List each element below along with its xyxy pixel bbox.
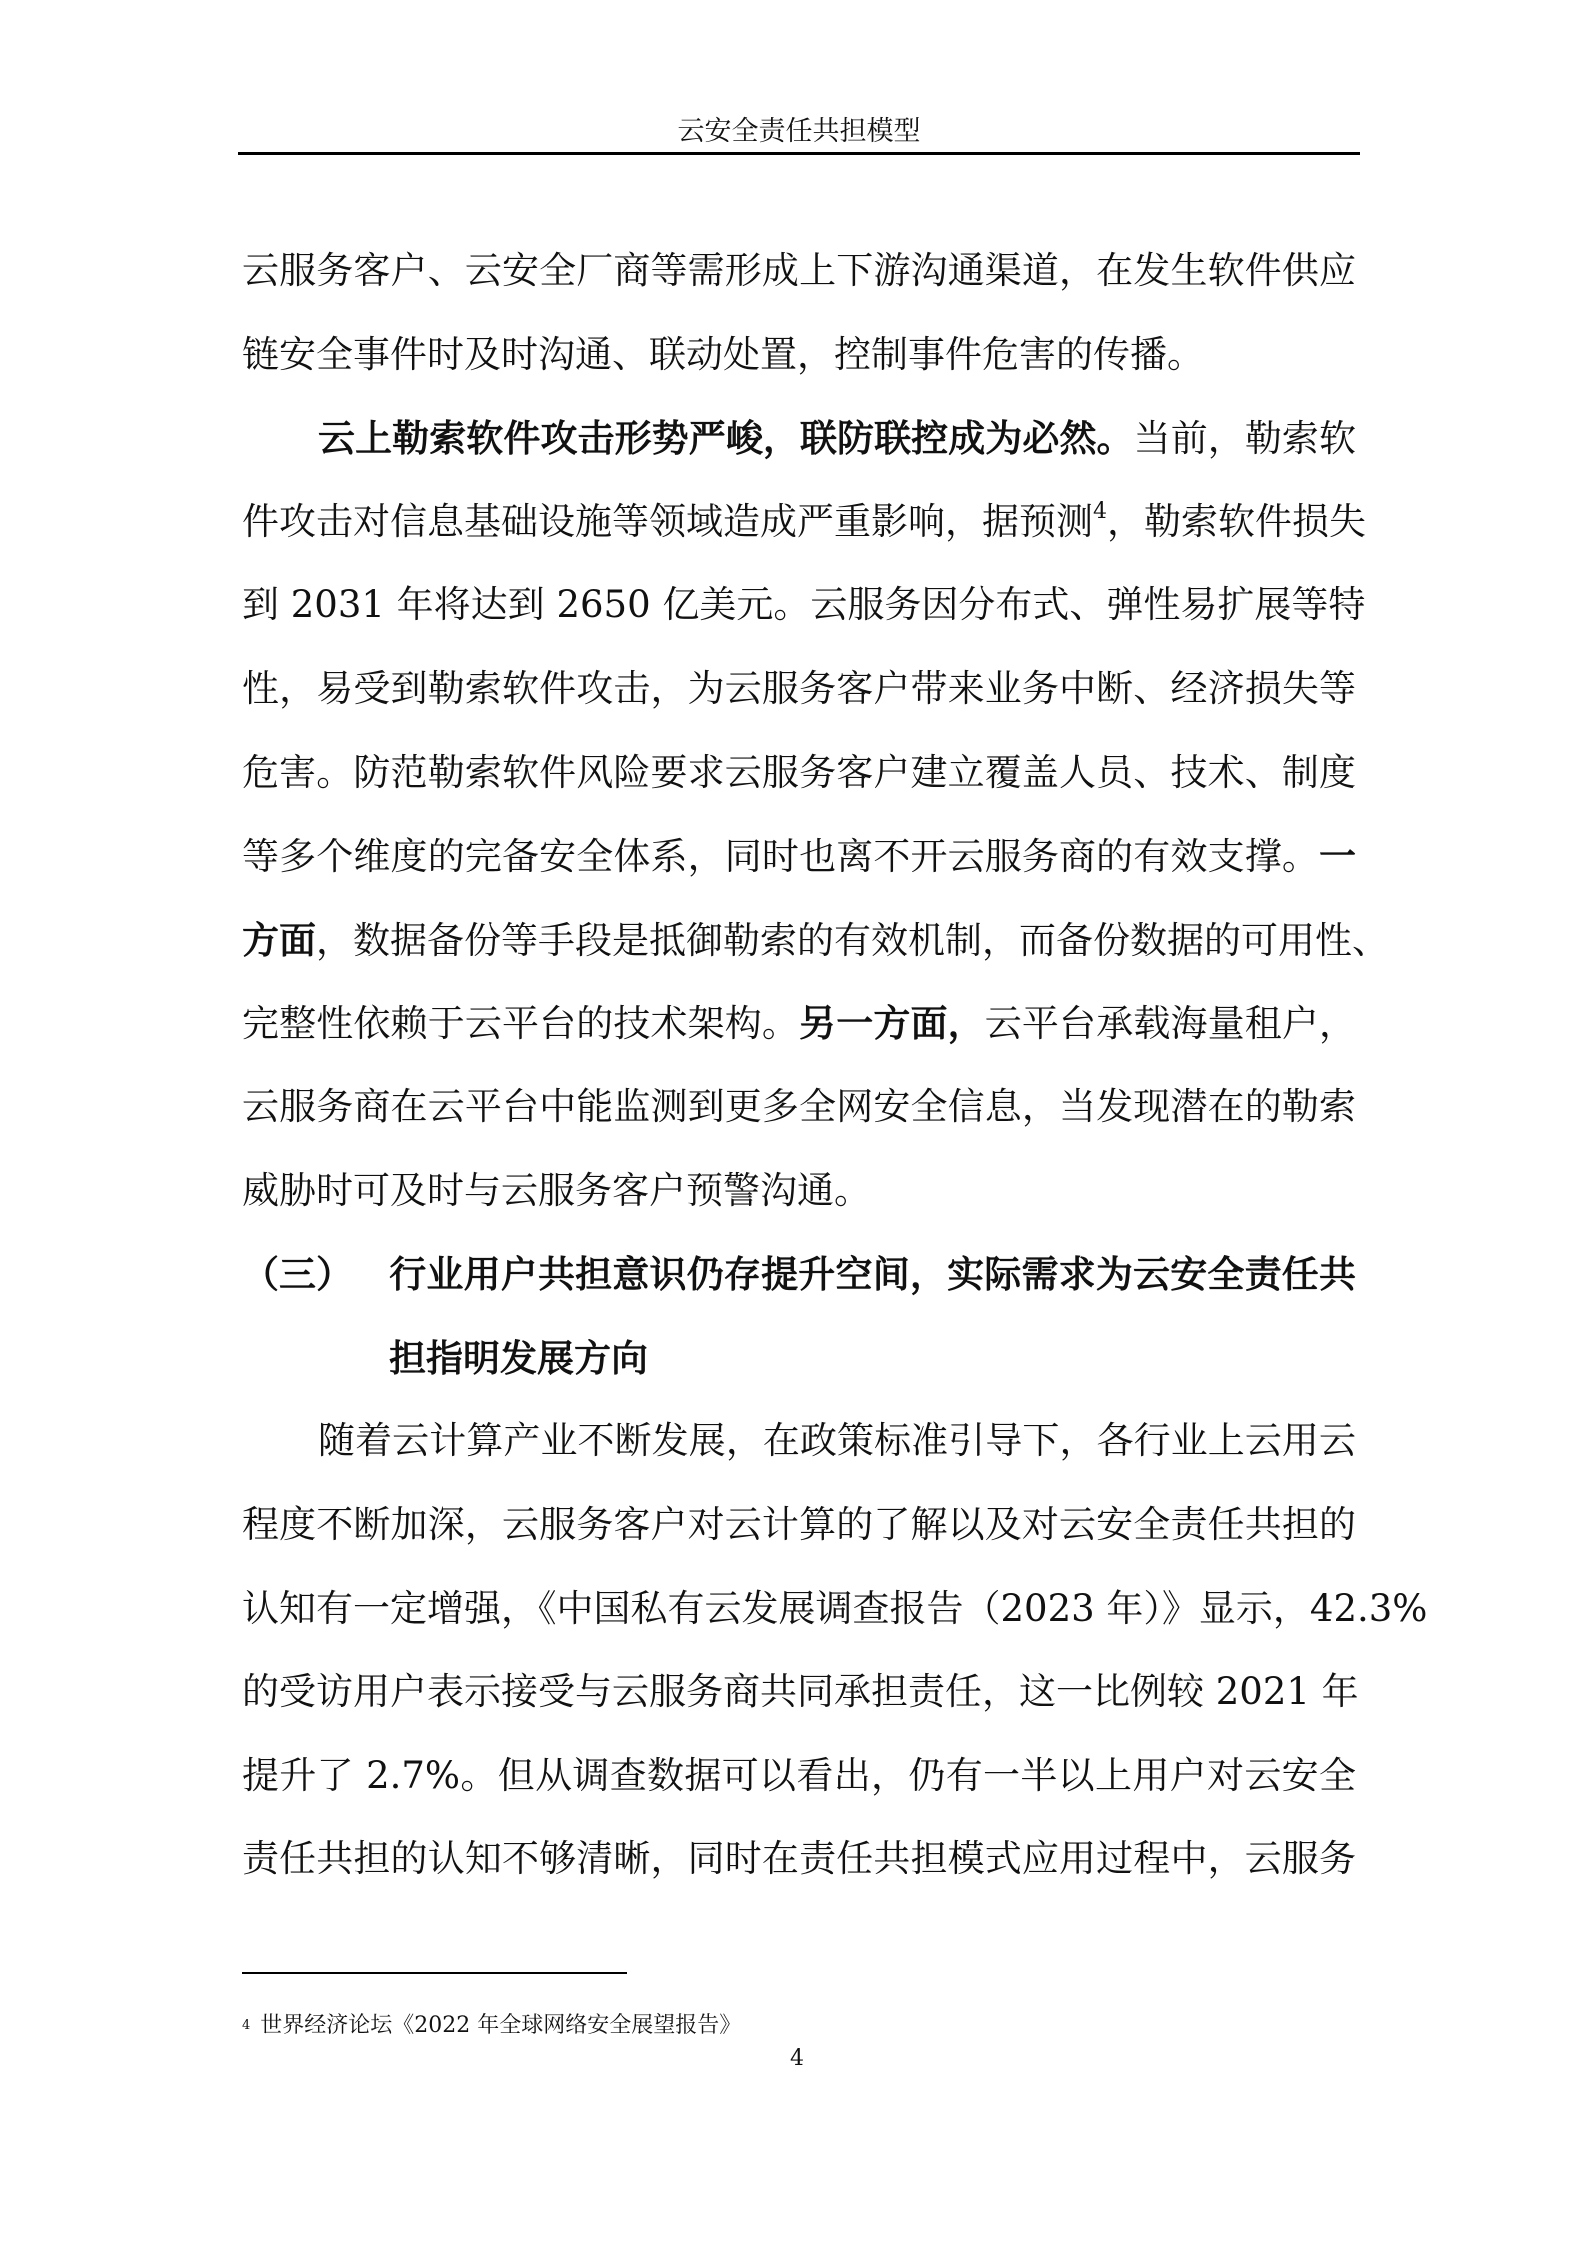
body-line xyxy=(242,993,1356,1053)
text-run: ，勒索软件损失 xyxy=(1107,499,1366,543)
body-line xyxy=(242,325,1356,385)
text-run: 完整性依赖于云平台的技术架构。 xyxy=(242,1002,800,1046)
page-number: 4 xyxy=(790,2046,804,2071)
body-line xyxy=(242,575,1366,635)
running-header: 云安全责任共担模型 xyxy=(677,116,921,147)
text-run: 认知有一定增强，《中国私有云发展调查报告（2023 年）》显示，42.3% xyxy=(242,1586,1428,1630)
body-line xyxy=(242,1161,1356,1221)
text-run: 性，易受到勒索软件攻击，为云服务客户带来业务中断、经济损失等 xyxy=(242,667,1356,710)
text-run: 提升了 2.7%。但从调查数据可以看出，仍有一半以上用户对云安全 xyxy=(242,1753,1356,1797)
bold-text: （三） xyxy=(242,1252,353,1297)
body-line xyxy=(242,910,1389,970)
body-line xyxy=(242,826,1356,886)
bold-text: 担指明发展方向 xyxy=(389,1335,648,1380)
text-run: 责任共担的认知不够清晰，同时在责任共担模式应用过程中，云服务 xyxy=(242,1837,1356,1881)
body-line xyxy=(242,1579,1428,1639)
body-line xyxy=(242,743,1356,803)
section-heading-line xyxy=(242,1244,1356,1304)
text-run: 链安全事件时及时沟通、联动处置，控制事件危害的传播。 xyxy=(242,332,1204,376)
bold-text: 一 xyxy=(1319,834,1356,879)
body-line xyxy=(242,241,1356,301)
body-line xyxy=(242,1746,1356,1806)
text-run: 当前，勒索软 xyxy=(1133,417,1357,461)
text-run: 程度不断加深，云服务客户对云计算的了解以及对云安全责任共担的 xyxy=(242,1503,1356,1546)
body-line xyxy=(318,1411,1356,1471)
footnote-rule xyxy=(242,1972,627,1974)
body-line xyxy=(389,1328,1356,1388)
bold-text: 行业用户共担意识仍存提升空间，实际需求为云安全责任共 xyxy=(389,1252,1356,1297)
body-line xyxy=(242,1662,1359,1722)
footnote xyxy=(242,2010,741,2042)
footnote-ref: 4 xyxy=(1093,498,1107,524)
body-line xyxy=(242,659,1356,719)
text-run: 云服务商在云平台中能监测到更多全网安全信息，当发现潜在的勒索 xyxy=(242,1085,1356,1128)
bold-text: 另一方面， xyxy=(799,1001,985,1046)
footnote-text: 世界经济论坛《2022 年全球网络安全展望报告》 xyxy=(260,2013,742,2038)
body-line xyxy=(242,1077,1356,1137)
text-run: 等多个维度的完备安全体系，同时也离不开云服务商的有效支撑。 xyxy=(242,835,1319,879)
bold-text: 方面 xyxy=(242,917,316,962)
bold-text: 云上勒索软件攻击形势严峻，联防联控成为必然。 xyxy=(318,416,1134,461)
footnote-marker: 4 xyxy=(242,2018,251,2033)
body-line xyxy=(242,492,1366,552)
text-run: 到 2031 年将达到 2650 亿美元。云服务因分布式、弹性易扩展等特 xyxy=(242,583,1366,627)
text-run: 随着云计算产业不断发展，在政策标准引导下，各行业上云用云 xyxy=(318,1419,1356,1463)
header-rule xyxy=(238,152,1360,155)
text-run: 危害。防范勒索软件风险要求云服务客户建立覆盖人员、技术、制度 xyxy=(242,750,1356,794)
text-run: ，数据备份等手段是抵御勒索的有效机制，而备份数据的可用性、 xyxy=(316,918,1389,962)
body-line xyxy=(318,408,1356,468)
text-run: 威胁时可及时与云服务客户预警沟通。 xyxy=(242,1168,871,1212)
text-run: 云服务客户、云安全厂商等需形成上下游沟通渠道，在发生软件供应 xyxy=(242,249,1356,292)
body-line xyxy=(242,1495,1356,1555)
text-run: 的受访用户表示接受与云服务商共同承担责任，这一比例较 2021 年 xyxy=(242,1670,1359,1714)
text-run: 件攻击对信息基础设施等领域造成严重影响，据预测 xyxy=(242,499,1093,543)
body-line xyxy=(242,1829,1356,1889)
text-run: 云平台承载海量租户， xyxy=(984,1002,1357,1046)
